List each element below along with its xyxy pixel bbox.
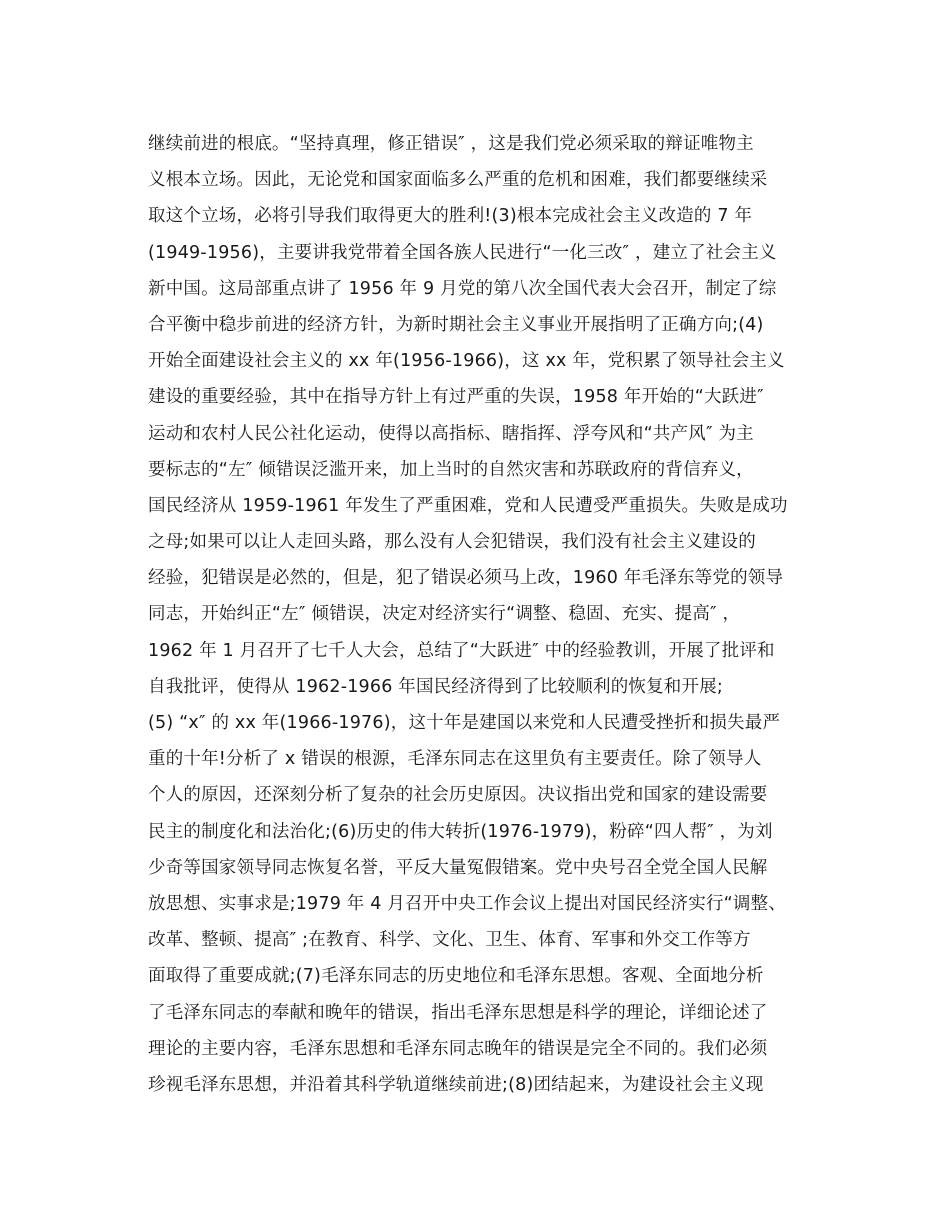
text-line-19: 个人的原因，还深刻分析了复杂的社会历史原因。决议指出党和国家的建设需要 — [148, 785, 768, 806]
text-line-24: 面取得了重要成就;(7)毛泽东同志的历史地位和毛泽东思想。客观、全面地分析 — [148, 966, 764, 987]
text-line-8: 建设的重要经验，其中在指导方针上有过严重的失误，1958 年开始的“大跃进″ — [148, 387, 764, 408]
text-line-15: 1962 年 1 月召开了七千人大会，总结了“大跃进″ 中的经验教训，开展了批评和 — [148, 640, 775, 661]
text-line-13: 经验，犯错误是必然的，但是，犯了错误必须马上改，1960 年毛泽东等党的领导 — [148, 568, 784, 589]
text-line-9: 运动和农村人民公社化运动，使得以高指标、瞎指挥、浮夸风和“共产风″ 为主 — [148, 423, 754, 444]
body-text — [148, 126, 808, 1103]
text-line-16: 自我批评，使得从 1962-1966 年国民经济得到了比较顺利的恢复和开展; — [148, 676, 724, 697]
text-line-21: 少奇等国家领导同志恢复名誉，平反大量冤假错案。党中央号召全党全国人民解 — [148, 857, 768, 878]
text-line-11: 国民经济从 1959-1961 年发生了严重困难，党和人民遭受严重损失。失败是成功 — [148, 495, 788, 516]
text-line-25: 了毛泽东同志的奉献和晚年的错误，指出毛泽东思想是科学的理论，详细论述了 — [148, 1002, 768, 1023]
text-line-1: 继续前进的根底。“坚持真理，修正错误″ ，这是我们党必须采取的辩证唯物主 — [148, 134, 754, 154]
text-line-2: 义根本立场。因此，无论党和国家面临多么严重的危机和困难，我们都要继续采 — [148, 170, 768, 191]
text-line-6: 合平衡中稳步前进的经济方针，为新时期社会主义事业开展指明了正确方向;(4) — [148, 314, 764, 335]
text-line-27: 珍视毛泽东思想，并沿着其科学轨道继续前进;(8)团结起来，为建设社会主义现 — [148, 1074, 764, 1095]
text-line-5: 新中国。这局部重点讲了 1956 年 9 月党的第八次全国代表大会召开，制定了综 — [148, 278, 777, 299]
text-line-23: 改革、整顿、提高″ ;在教育、科学、文化、卫生、体育、军事和外交工作等方 — [148, 930, 751, 951]
text-line-7: 开始全面建设社会主义的 xx 年(1956-1966)，这 xx 年，党积累了领导社会主义 — [148, 351, 785, 372]
text-line-17: (5) “x″ 的 xx 年(1966-1976)，这十年是建国以来党和人民遭受挫折和损失最严 — [148, 713, 781, 733]
text-line-12: 之母;如果可以让人走回头路，那么没有人会犯错误，我们没有社会主义建设的 — [148, 532, 756, 553]
text-line-10: 要标志的“左″ 倾错误泛滥开来，加上当时的自然灾害和苏联政府的背信弃义， — [148, 459, 754, 480]
text-line-14: 同志，开始纠正“左″ 倾错误，决定对经济实行“调整、稳固、充实、提高″ ， — [148, 604, 741, 625]
text-line-20: 民主的制度化和法治化;(6)历史的伟大转折(1976-1979)，粉碎“四人帮″ ，为刘 — [148, 821, 773, 842]
text-line-18: 重的十年!分析了 x 错误的根源，毛泽东同志在这里负有主要责任。除了领导人 — [148, 749, 762, 770]
text-line-22: 放思想、实事求是;1979 年 4 月召开中央工作会议上提出对国民经济实行“调整、 — [148, 893, 787, 914]
text-line-26: 理论的主要内容，毛泽东思想和毛泽东同志晚年的错误是完全不同的。我们必须 — [148, 1038, 768, 1059]
text-line-3: 取这个立场，必将引导我们取得更大的胜利!(3)根本完成社会主义改造的 7 年 — [148, 206, 753, 227]
text-line-4: (1949-1956)，主要讲我党带着全国各族人民进行“一化三改″ ，建立了社会主义 — [148, 242, 777, 263]
